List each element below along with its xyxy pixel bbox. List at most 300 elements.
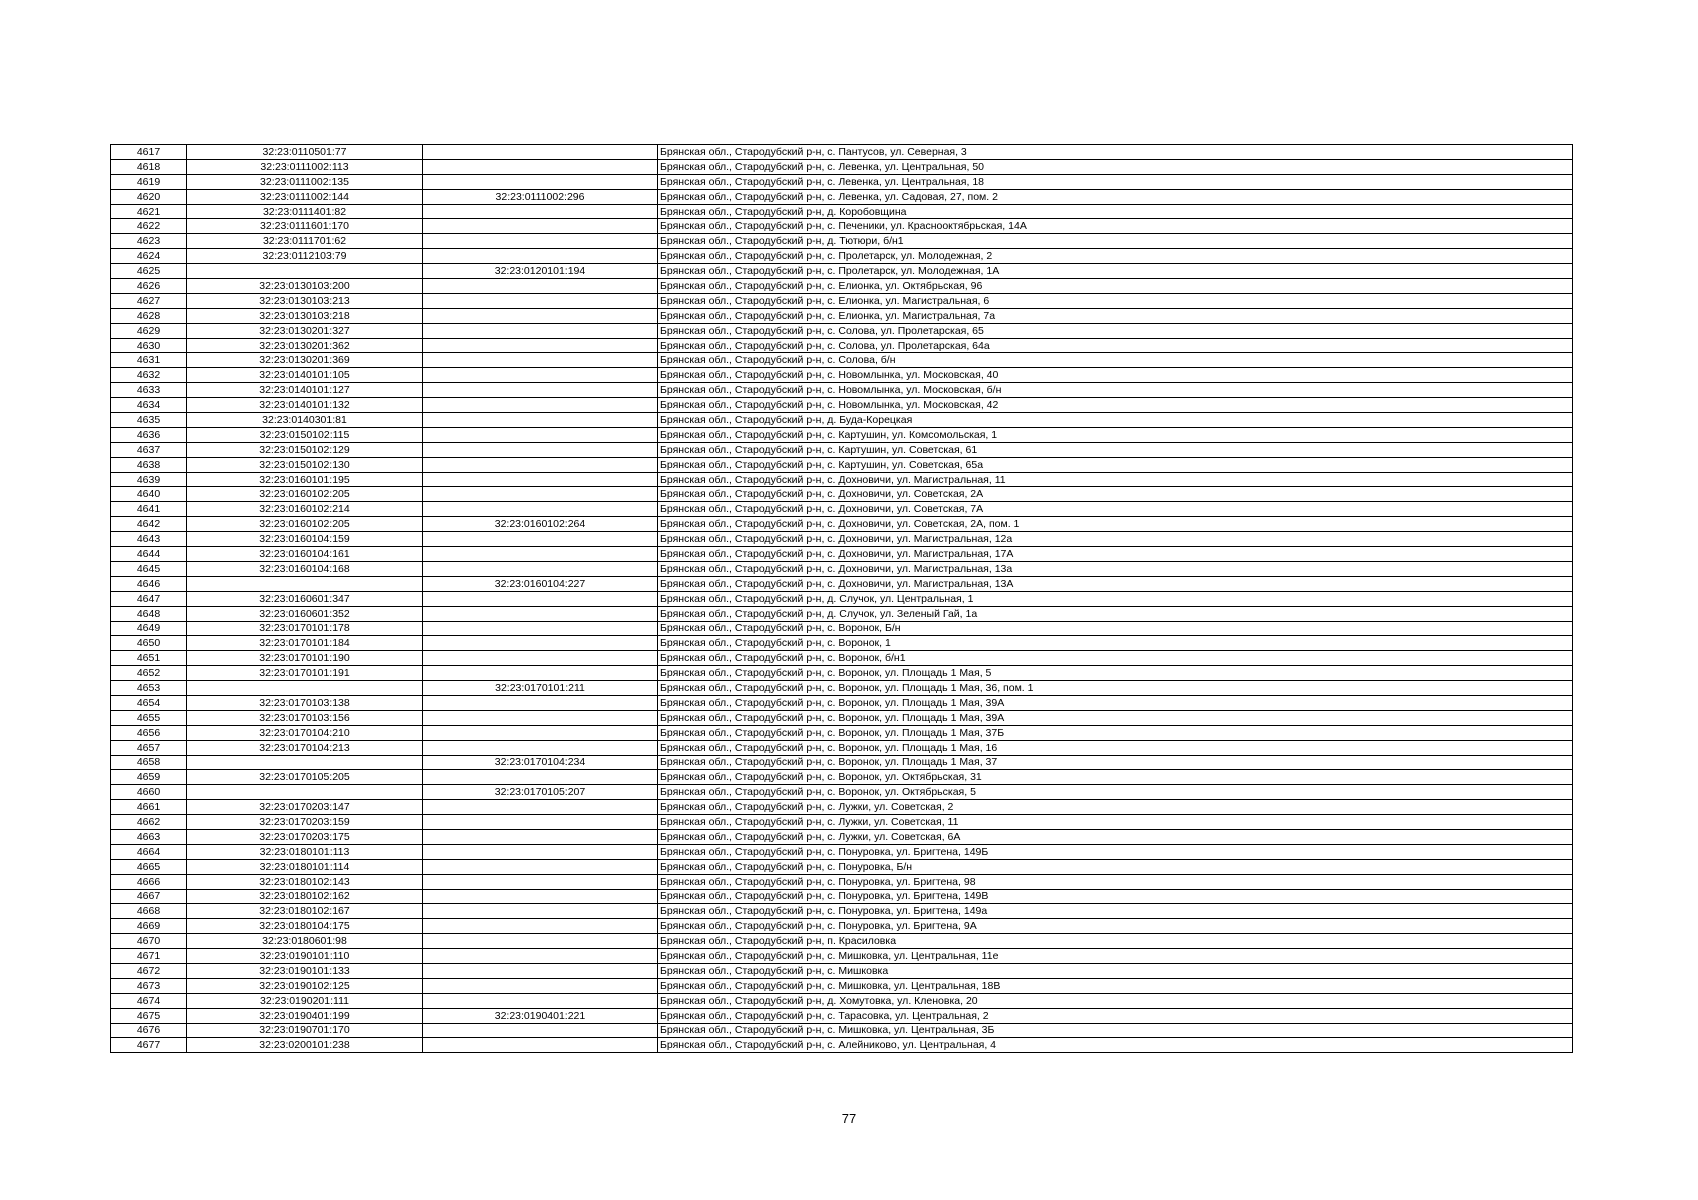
related-cadastral-number-cell — [423, 740, 658, 755]
cadastral-number-cell: 32:23:0111002:113 — [187, 159, 423, 174]
cadastral-number-cell: 32:23:0170101:184 — [187, 636, 423, 651]
cadastral-number-cell: 32:23:0190701:170 — [187, 1023, 423, 1038]
address-cell: Брянская обл., Стародубский р-н, с. Дохновичи, ул. Советская, 7А — [658, 502, 1573, 517]
table-row — [111, 651, 1573, 666]
related-cadastral-number-cell — [423, 279, 658, 294]
table-row — [111, 993, 1573, 1008]
cadastral-number-cell: 32:23:0180102:162 — [187, 889, 423, 904]
table-row — [111, 561, 1573, 576]
related-cadastral-number-cell — [423, 978, 658, 993]
related-cadastral-number-cell — [423, 532, 658, 547]
cadastral-number-cell: 32:23:0111401:82 — [187, 204, 423, 219]
row-number-cell: 4666 — [111, 874, 187, 889]
row-number-cell: 4641 — [111, 502, 187, 517]
address-cell: Брянская обл., Стародубский р-н, п. Красиловка — [658, 934, 1573, 949]
address-cell: Брянская обл., Стародубский р-н, с. Пролетарск, ул. Молодежная, 1А — [658, 264, 1573, 279]
table-row — [111, 323, 1573, 338]
related-cadastral-number-cell: 32:23:0111002:296 — [423, 189, 658, 204]
address-cell: Брянская обл., Стародубский р-н, д. Случок, ул. Зеленый Гай, 1а — [658, 606, 1573, 621]
related-cadastral-number-cell — [423, 770, 658, 785]
cadastral-number-cell: 32:23:0140101:105 — [187, 368, 423, 383]
table-row — [111, 219, 1573, 234]
table-row — [111, 844, 1573, 859]
address-cell: Брянская обл., Стародубский р-н, д. Буда-Корецкая — [658, 413, 1573, 428]
table-row — [111, 472, 1573, 487]
related-cadastral-number-cell — [423, 1038, 658, 1053]
cadastral-number-cell: 32:23:0180601:98 — [187, 934, 423, 949]
related-cadastral-number-cell — [423, 502, 658, 517]
related-cadastral-number-cell — [423, 204, 658, 219]
table-row — [111, 606, 1573, 621]
table-row — [111, 264, 1573, 279]
row-number-cell: 4648 — [111, 606, 187, 621]
table-row — [111, 338, 1573, 353]
related-cadastral-number-cell: 32:23:0120101:194 — [423, 264, 658, 279]
row-number-cell: 4632 — [111, 368, 187, 383]
related-cadastral-number-cell — [423, 874, 658, 889]
table-row — [111, 145, 1573, 160]
row-number-cell: 4646 — [111, 576, 187, 591]
table-row — [111, 681, 1573, 696]
table-row — [111, 859, 1573, 874]
table-row — [111, 174, 1573, 189]
related-cadastral-number-cell — [423, 338, 658, 353]
related-cadastral-number-cell: 32:23:0170105:207 — [423, 785, 658, 800]
row-number-cell: 4620 — [111, 189, 187, 204]
address-cell: Брянская обл., Стародубский р-н, д. Случок, ул. Центральная, 1 — [658, 591, 1573, 606]
row-number-cell: 4624 — [111, 249, 187, 264]
cadastral-number-cell: 32:23:0150102:130 — [187, 457, 423, 472]
address-cell: Брянская обл., Стародубский р-н, с. Левенка, ул. Центральная, 50 — [658, 159, 1573, 174]
related-cadastral-number-cell — [423, 725, 658, 740]
cadastral-number-cell: 32:23:0160104:168 — [187, 561, 423, 576]
row-number-cell: 4628 — [111, 308, 187, 323]
related-cadastral-number-cell — [423, 174, 658, 189]
address-cell: Брянская обл., Стародубский р-н, с. Левенка, ул. Садовая, 27, пом. 2 — [658, 189, 1573, 204]
address-cell: Брянская обл., Стародубский р-н, с. Левенка, ул. Центральная, 18 — [658, 174, 1573, 189]
table-row — [111, 502, 1573, 517]
address-cell: Брянская обл., Стародубский р-н, с. Лужки, ул. Советская, 2 — [658, 800, 1573, 815]
cadastral-number-cell: 32:23:0190201:111 — [187, 993, 423, 1008]
related-cadastral-number-cell — [423, 859, 658, 874]
table-row — [111, 442, 1573, 457]
row-number-cell: 4658 — [111, 755, 187, 770]
table-row — [111, 934, 1573, 949]
related-cadastral-number-cell — [423, 293, 658, 308]
cadastral-number-cell: 32:23:0170101:191 — [187, 666, 423, 681]
related-cadastral-number-cell — [423, 368, 658, 383]
table-row — [111, 904, 1573, 919]
cadastral-number-cell: 32:23:0160104:161 — [187, 547, 423, 562]
row-number-cell: 4653 — [111, 681, 187, 696]
table-row — [111, 293, 1573, 308]
address-cell: Брянская обл., Стародубский р-н, с. Печеники, ул. Краснооктябрьская, 14А — [658, 219, 1573, 234]
address-cell: Брянская обл., Стародубский р-н, с. Понуровка, ул. Бригтена, 149Б — [658, 844, 1573, 859]
row-number-cell: 4657 — [111, 740, 187, 755]
row-number-cell: 4644 — [111, 547, 187, 562]
row-number-cell: 4623 — [111, 234, 187, 249]
cadastral-number-cell: 32:23:0150102:129 — [187, 442, 423, 457]
related-cadastral-number-cell: 32:23:0190401:221 — [423, 1008, 658, 1023]
row-number-cell: 4652 — [111, 666, 187, 681]
related-cadastral-number-cell — [423, 547, 658, 562]
cadastral-number-cell: 32:23:0190101:133 — [187, 963, 423, 978]
related-cadastral-number-cell — [423, 919, 658, 934]
related-cadastral-number-cell: 32:23:0160104:227 — [423, 576, 658, 591]
table-row — [111, 308, 1573, 323]
row-number-cell: 4622 — [111, 219, 187, 234]
related-cadastral-number-cell — [423, 353, 658, 368]
cadastral-number-cell: 32:23:0170103:156 — [187, 710, 423, 725]
address-cell: Брянская обл., Стародубский р-н, с. Дохновичи, ул. Советская, 2А, пом. 1 — [658, 517, 1573, 532]
address-cell: Брянская обл., Стародубский р-н, с. Понуровка, ул. Бригтена, 149а — [658, 904, 1573, 919]
related-cadastral-number-cell — [423, 993, 658, 1008]
table-row — [111, 576, 1573, 591]
address-cell: Брянская обл., Стародубский р-н, с. Новомлынка, ул. Московская, 42 — [658, 398, 1573, 413]
table-row — [111, 353, 1573, 368]
address-cell: Брянская обл., Стародубский р-н, с. Воронок, ул. Октябрьская, 5 — [658, 785, 1573, 800]
row-number-cell: 4621 — [111, 204, 187, 219]
row-number-cell: 4656 — [111, 725, 187, 740]
address-cell: Брянская обл., Стародубский р-н, с. Дохновичи, ул. Магистральная, 17А — [658, 547, 1573, 562]
row-number-cell: 4637 — [111, 442, 187, 457]
cadastral-number-cell: 32:23:0180101:113 — [187, 844, 423, 859]
address-cell: Брянская обл., Стародубский р-н, с. Алейниково, ул. Центральная, 4 — [658, 1038, 1573, 1053]
cadastral-number-cell: 32:23:0130201:327 — [187, 323, 423, 338]
cadastral-number-cell: 32:23:0160104:159 — [187, 532, 423, 547]
table-row — [111, 755, 1573, 770]
cadastral-number-cell: 32:23:0110501:77 — [187, 145, 423, 160]
cadastral-number-cell: 32:23:0111701:62 — [187, 234, 423, 249]
related-cadastral-number-cell — [423, 800, 658, 815]
table-row — [111, 517, 1573, 532]
cadastral-number-cell: 32:23:0180102:167 — [187, 904, 423, 919]
row-number-cell: 4669 — [111, 919, 187, 934]
related-cadastral-number-cell — [423, 815, 658, 830]
row-number-cell: 4629 — [111, 323, 187, 338]
row-number-cell: 4675 — [111, 1008, 187, 1023]
related-cadastral-number-cell — [423, 159, 658, 174]
related-cadastral-number-cell — [423, 413, 658, 428]
address-cell: Брянская обл., Стародубский р-н, с. Воронок, б/н1 — [658, 651, 1573, 666]
cadastral-number-cell: 32:23:0170101:178 — [187, 621, 423, 636]
row-number-cell: 4631 — [111, 353, 187, 368]
table-row — [111, 725, 1573, 740]
address-cell: Брянская обл., Стародубский р-н, с. Воронок, ул. Площадь 1 Мая, 39А — [658, 710, 1573, 725]
row-number-cell: 4617 — [111, 145, 187, 160]
row-number-cell: 4633 — [111, 383, 187, 398]
row-number-cell: 4636 — [111, 427, 187, 442]
address-cell: Брянская обл., Стародубский р-н, с. Воронок, ул. Площадь 1 Мая, 16 — [658, 740, 1573, 755]
row-number-cell: 4674 — [111, 993, 187, 1008]
row-number-cell: 4655 — [111, 710, 187, 725]
address-cell: Брянская обл., Стародубский р-н, с. Дохновичи, ул. Магистральная, 12а — [658, 532, 1573, 547]
related-cadastral-number-cell — [423, 695, 658, 710]
table-row — [111, 532, 1573, 547]
cadastral-number-cell: 32:23:0130201:362 — [187, 338, 423, 353]
address-cell: Брянская обл., Стародубский р-н, с. Пролетарск, ул. Молодежная, 2 — [658, 249, 1573, 264]
cadastral-number-cell: 32:23:0130103:218 — [187, 308, 423, 323]
row-number-cell: 4625 — [111, 264, 187, 279]
cadastral-number-cell — [187, 681, 423, 696]
row-number-cell: 4634 — [111, 398, 187, 413]
table-row — [111, 249, 1573, 264]
related-cadastral-number-cell — [423, 323, 658, 338]
row-number-cell: 4659 — [111, 770, 187, 785]
related-cadastral-number-cell — [423, 606, 658, 621]
row-number-cell: 4626 — [111, 279, 187, 294]
table-row — [111, 800, 1573, 815]
address-cell: Брянская обл., Стародубский р-н, с. Солова, б/н — [658, 353, 1573, 368]
cadastral-number-cell: 32:23:0140101:127 — [187, 383, 423, 398]
row-number-cell: 4651 — [111, 651, 187, 666]
cadastral-number-cell — [187, 264, 423, 279]
address-cell: Брянская обл., Стародубский р-н, с. Воронок, ул. Площадь 1 Мая, 36, пом. 1 — [658, 681, 1573, 696]
row-number-cell: 4635 — [111, 413, 187, 428]
cadastral-number-cell: 32:23:0170103:138 — [187, 695, 423, 710]
cadastral-number-cell: 32:23:0170101:190 — [187, 651, 423, 666]
row-number-cell: 4642 — [111, 517, 187, 532]
related-cadastral-number-cell — [423, 949, 658, 964]
cadastral-number-cell — [187, 576, 423, 591]
address-cell: Брянская обл., Стародубский р-н, с. Солова, ул. Пролетарская, 64а — [658, 338, 1573, 353]
table-row — [111, 785, 1573, 800]
row-number-cell: 4661 — [111, 800, 187, 815]
table-row — [111, 710, 1573, 725]
row-number-cell: 4619 — [111, 174, 187, 189]
address-cell: Брянская обл., Стародубский р-н, с. Воронок, ул. Площадь 1 Мая, 37Б — [658, 725, 1573, 740]
table-row — [111, 949, 1573, 964]
row-number-cell: 4640 — [111, 487, 187, 502]
cadastral-number-cell: 32:23:0160102:205 — [187, 487, 423, 502]
cadastral-number-cell — [187, 785, 423, 800]
table-row — [111, 427, 1573, 442]
row-number-cell: 4647 — [111, 591, 187, 606]
related-cadastral-number-cell — [423, 308, 658, 323]
table-row — [111, 279, 1573, 294]
related-cadastral-number-cell — [423, 889, 658, 904]
cadastral-number-cell: 32:23:0180104:175 — [187, 919, 423, 934]
row-number-cell: 4668 — [111, 904, 187, 919]
row-number-cell: 4676 — [111, 1023, 187, 1038]
related-cadastral-number-cell — [423, 934, 658, 949]
related-cadastral-number-cell — [423, 621, 658, 636]
related-cadastral-number-cell — [423, 1023, 658, 1038]
table-row — [111, 666, 1573, 681]
address-cell: Брянская обл., Стародубский р-н, с. Новомлынка, ул. Московская, 40 — [658, 368, 1573, 383]
row-number-cell: 4660 — [111, 785, 187, 800]
row-number-cell: 4662 — [111, 815, 187, 830]
related-cadastral-number-cell — [423, 442, 658, 457]
table-row — [111, 621, 1573, 636]
address-cell: Брянская обл., Стародубский р-н, с. Дохновичи, ул. Магистральная, 13А — [658, 576, 1573, 591]
table-row — [111, 383, 1573, 398]
address-cell: Брянская обл., Стародубский р-н, с. Лужки, ул. Советская, 11 — [658, 815, 1573, 830]
table-row — [111, 398, 1573, 413]
address-cell: Брянская обл., Стародубский р-н, с. Елионка, ул. Октябрьская, 96 — [658, 279, 1573, 294]
related-cadastral-number-cell — [423, 219, 658, 234]
row-number-cell: 4650 — [111, 636, 187, 651]
address-cell: Брянская обл., Стародубский р-н, с. Понуровка, ул. Бригтена, 98 — [658, 874, 1573, 889]
address-cell: Брянская обл., Стародубский р-н, д. Хомутовка, ул. Кленовка, 20 — [658, 993, 1573, 1008]
related-cadastral-number-cell — [423, 249, 658, 264]
address-cell: Брянская обл., Стародубский р-н, с. Воронок, ул. Площадь 1 Мая, 5 — [658, 666, 1573, 681]
related-cadastral-number-cell — [423, 666, 658, 681]
row-number-cell: 4638 — [111, 457, 187, 472]
table-row — [111, 547, 1573, 562]
table-row — [111, 159, 1573, 174]
table-row — [111, 368, 1573, 383]
address-cell: Брянская обл., Стародубский р-н, с. Понуровка, ул. Бригтена, 9А — [658, 919, 1573, 934]
address-cell: Брянская обл., Стародубский р-н, с. Картушин, ул. Комсомольская, 1 — [658, 427, 1573, 442]
address-cell: Брянская обл., Стародубский р-н, с. Пантусов, ул. Северная, 3 — [658, 145, 1573, 160]
related-cadastral-number-cell — [423, 472, 658, 487]
cadastral-number-cell: 32:23:0160102:214 — [187, 502, 423, 517]
table-row — [111, 695, 1573, 710]
address-cell: Брянская обл., Стародубский р-н, с. Понуровка, Б/н — [658, 859, 1573, 874]
cadastral-number-cell: 32:23:0160601:352 — [187, 606, 423, 621]
related-cadastral-number-cell — [423, 457, 658, 472]
cadastral-number-cell — [187, 755, 423, 770]
table-row — [111, 963, 1573, 978]
property-registry-table — [110, 144, 1573, 1053]
table-row — [111, 770, 1573, 785]
cadastral-number-cell: 32:23:0111601:170 — [187, 219, 423, 234]
related-cadastral-number-cell: 32:23:0160102:264 — [423, 517, 658, 532]
cadastral-number-cell: 32:23:0130201:369 — [187, 353, 423, 368]
cadastral-number-cell: 32:23:0150102:115 — [187, 427, 423, 442]
related-cadastral-number-cell — [423, 963, 658, 978]
related-cadastral-number-cell — [423, 636, 658, 651]
related-cadastral-number-cell — [423, 145, 658, 160]
cadastral-number-cell: 32:23:0111002:135 — [187, 174, 423, 189]
address-cell: Брянская обл., Стародубский р-н, с. Воронок, ул. Октябрьская, 31 — [658, 770, 1573, 785]
row-number-cell: 4673 — [111, 978, 187, 993]
cadastral-number-cell: 32:23:0170104:210 — [187, 725, 423, 740]
table-row — [111, 874, 1573, 889]
related-cadastral-number-cell — [423, 234, 658, 249]
address-cell: Брянская обл., Стародубский р-н, д. Тютюри, б/н1 — [658, 234, 1573, 249]
table-row — [111, 740, 1573, 755]
row-number-cell: 4627 — [111, 293, 187, 308]
row-number-cell: 4672 — [111, 963, 187, 978]
cadastral-number-cell: 32:23:0130103:200 — [187, 279, 423, 294]
row-number-cell: 4630 — [111, 338, 187, 353]
cadastral-number-cell: 32:23:0190102:125 — [187, 978, 423, 993]
address-cell: Брянская обл., Стародубский р-н, с. Воронок, ул. Площадь 1 Мая, 37 — [658, 755, 1573, 770]
address-cell: Брянская обл., Стародубский р-н, с. Воронок, 1 — [658, 636, 1573, 651]
address-cell: Брянская обл., Стародубский р-н, с. Лужки, ул. Советская, 6А — [658, 829, 1573, 844]
address-cell: Брянская обл., Стародубский р-н, с. Дохновичи, ул. Магистральная, 13а — [658, 561, 1573, 576]
address-cell: Брянская обл., Стародубский р-н, с. Понуровка, ул. Бригтена, 149В — [658, 889, 1573, 904]
row-number-cell: 4677 — [111, 1038, 187, 1053]
row-number-cell: 4663 — [111, 829, 187, 844]
cadastral-number-cell: 32:23:0180102:143 — [187, 874, 423, 889]
table-row — [111, 204, 1573, 219]
address-cell: Брянская обл., Стародубский р-н, с. Солова, ул. Пролетарская, 65 — [658, 323, 1573, 338]
row-number-cell: 4667 — [111, 889, 187, 904]
related-cadastral-number-cell — [423, 904, 658, 919]
row-number-cell: 4639 — [111, 472, 187, 487]
address-cell: Брянская обл., Стародубский р-н, с. Елионка, ул. Магистральная, 6 — [658, 293, 1573, 308]
page-number: 77 — [841, 1111, 857, 1126]
row-number-cell: 4670 — [111, 934, 187, 949]
address-cell: Брянская обл., Стародубский р-н, с. Картушин, ул. Советская, 65а — [658, 457, 1573, 472]
related-cadastral-number-cell — [423, 710, 658, 725]
row-number-cell: 4645 — [111, 561, 187, 576]
related-cadastral-number-cell — [423, 487, 658, 502]
cadastral-number-cell: 32:23:0112103:79 — [187, 249, 423, 264]
address-cell: Брянская обл., Стародубский р-н, с. Картушин, ул. Советская, 61 — [658, 442, 1573, 457]
cadastral-number-cell: 32:23:0160101:195 — [187, 472, 423, 487]
address-cell: Брянская обл., Стародубский р-н, с. Тарасовка, ул. Центральная, 2 — [658, 1008, 1573, 1023]
cadastral-number-cell: 32:23:0190401:199 — [187, 1008, 423, 1023]
row-number-cell: 4618 — [111, 159, 187, 174]
table-row — [111, 978, 1573, 993]
table-row — [111, 413, 1573, 428]
related-cadastral-number-cell — [423, 591, 658, 606]
related-cadastral-number-cell — [423, 383, 658, 398]
table-row — [111, 829, 1573, 844]
cadastral-number-cell: 32:23:0170203:175 — [187, 829, 423, 844]
cadastral-number-cell: 32:23:0130103:213 — [187, 293, 423, 308]
related-cadastral-number-cell — [423, 651, 658, 666]
table-row — [111, 487, 1573, 502]
related-cadastral-number-cell: 32:23:0170104:234 — [423, 755, 658, 770]
related-cadastral-number-cell — [423, 427, 658, 442]
row-number-cell: 4671 — [111, 949, 187, 964]
address-cell: Брянская обл., Стародубский р-н, с. Воронок, Б/н — [658, 621, 1573, 636]
row-number-cell: 4643 — [111, 532, 187, 547]
row-number-cell: 4649 — [111, 621, 187, 636]
row-number-cell: 4664 — [111, 844, 187, 859]
cadastral-number-cell: 32:23:0160102:205 — [187, 517, 423, 532]
address-cell: Брянская обл., Стародубский р-н, с. Елионка, ул. Магистральная, 7а — [658, 308, 1573, 323]
address-cell: Брянская обл., Стародубский р-н, с. Дохновичи, ул. Советская, 2А — [658, 487, 1573, 502]
address-cell: Брянская обл., Стародубский р-н, с. Мишковка, ул. Центральная, 3Б — [658, 1023, 1573, 1038]
table-row — [111, 457, 1573, 472]
cadastral-number-cell: 32:23:0140101:132 — [187, 398, 423, 413]
cadastral-number-cell: 32:23:0170203:147 — [187, 800, 423, 815]
address-cell: Брянская обл., Стародубский р-н, с. Дохновичи, ул. Магистральная, 11 — [658, 472, 1573, 487]
address-cell: Брянская обл., Стародубский р-н, с. Воронок, ул. Площадь 1 Мая, 39А — [658, 695, 1573, 710]
cadastral-number-cell: 32:23:0180101:114 — [187, 859, 423, 874]
table-row — [111, 591, 1573, 606]
row-number-cell: 4654 — [111, 695, 187, 710]
cadastral-number-cell: 32:23:0170203:159 — [187, 815, 423, 830]
cadastral-number-cell: 32:23:0200101:238 — [187, 1038, 423, 1053]
cadastral-number-cell: 32:23:0160601:347 — [187, 591, 423, 606]
table-row — [111, 1038, 1573, 1053]
table-row — [111, 636, 1573, 651]
cadastral-number-cell: 32:23:0170104:213 — [187, 740, 423, 755]
related-cadastral-number-cell — [423, 561, 658, 576]
table-row — [111, 1023, 1573, 1038]
table-row — [111, 919, 1573, 934]
address-cell: Брянская обл., Стародубский р-н, д. Коробовщина — [658, 204, 1573, 219]
address-cell: Брянская обл., Стародубский р-н, с. Мишковка, ул. Центральная, 11е — [658, 949, 1573, 964]
address-cell: Брянская обл., Стародубский р-н, с. Новомлынка, ул. Московская, б/н — [658, 383, 1573, 398]
table-row — [111, 1008, 1573, 1023]
row-number-cell: 4665 — [111, 859, 187, 874]
address-cell: Брянская обл., Стародубский р-н, с. Мишковка, ул. Центральная, 18В — [658, 978, 1573, 993]
related-cadastral-number-cell — [423, 398, 658, 413]
related-cadastral-number-cell: 32:23:0170101:211 — [423, 681, 658, 696]
registry-table-body — [111, 145, 1573, 1053]
table-row — [111, 815, 1573, 830]
related-cadastral-number-cell — [423, 844, 658, 859]
cadastral-number-cell: 32:23:0190101:110 — [187, 949, 423, 964]
